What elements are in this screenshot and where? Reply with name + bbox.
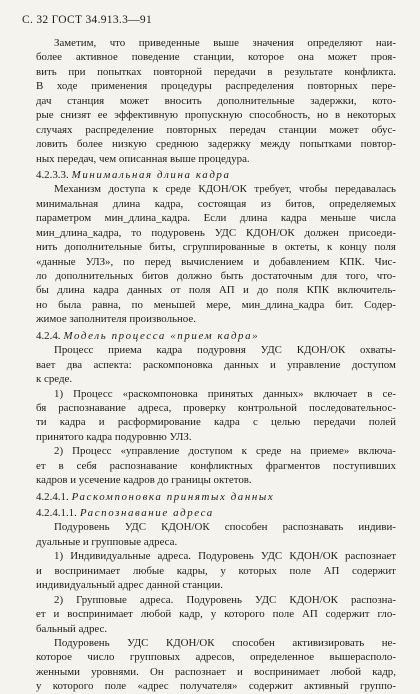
section-heading: 4.2.3.3. Минимальная длина кадра [36,168,231,181]
text-line: случаях распределение повторных передач станции может обус- [36,123,396,136]
section-heading: 4.2.4.1. Раскомпоновка принятых данных [36,490,275,503]
text-line: индивидуальный адрес данной станции. [36,579,223,592]
text-line: Процесс приема кадра подуровня УДС КДОН/ОК охваты- [54,344,396,357]
document-body [36,36,396,694]
text-line: и воспринимает любые кадры, у которых поле АП содержит [36,564,396,577]
section-heading: 4.2.4. Модель процесса «прием кадра» [36,329,260,342]
text-line: В ходе применения процедуры распределения повторных пере- [36,80,396,93]
text-line: кадров и усечение кадров до границы октетов. [36,474,252,487]
text-line: Подуровень УДС КДОН/ОК способен распознавать индиви- [54,521,396,534]
text-line: бы длина кадра данных от поля АП и до поля КПК включитель- [36,284,396,297]
text-line: Механизм доступа к среде КДОН/ОК требует, чтобы передавалась [54,183,396,196]
text-line: к среде. [36,373,73,386]
page-header: С. 32 ГОСТ 34.913.3—91 [22,14,153,26]
text-line: мин_длина_кадра, то подуровень УДС КДОН/ОК должен присоеди- [36,226,396,239]
text-line: ет в себя распознавание конфликтных фрагментов поступивших [36,459,396,472]
text-line: бя распознавание адреса, проверку контрольной последовательнос- [36,401,396,414]
text-line: параметром мин_длина_кадра. Если длина кадра меньше числа [36,212,396,225]
text-line: но была равна, по меньшей мере, мин_длина_кадра бит. Содер- [36,298,396,311]
text-line: минимальная длина кадра, состоящая из битов, определяемых [36,197,396,210]
text-line: 2) Групповые адреса. Подуровень УДС КДОН/ОК распозна- [54,593,396,606]
text-line: ловить более низкую среднюю задержку между попытками повтор- [36,138,396,151]
text-line: «данные УЛЗ», по перед вычислением и добавлением КПК. Чис- [36,255,396,268]
text-line: Заметим, что приведенные выше значения определяют наи- [54,37,396,49]
text-line: ло дополнительных битов должно быть достаточным для того, что- [36,270,396,282]
text-line: ных передач, чем описанная выше процедура. [36,152,250,165]
section-heading: 4.2.4.1.1. Распознавание адреса [36,507,214,519]
text-line: жимое заполнителя произвольное. [36,313,196,326]
text-line: женными уровнями. Он распознает и воспринимает любой кадр, [36,665,396,678]
text-line: бальный адрес. [36,622,108,635]
text-line: которое число групповых адресов, определенное вышерасполо- [36,651,396,664]
text-line: ет и воспринимает любой кадр, у которого поле АП содержит гло- [36,608,396,621]
text-line: вает два аспекта: раскомпоновка данных и управление доступом [36,358,396,371]
text-line: ти кадра и расформирование кадра с целью передачи полей [36,416,396,429]
text-line: 2) Процесс «управление доступом к среде на приеме» включа- [54,445,396,458]
text-line: более активное поведение станции, которое она может проя- [36,51,396,64]
text-line: вить при попытках повторной передачи в результате конфликта. [36,65,396,78]
text-line: 1) Процесс «раскомпоновка принятых данных» включает в се- [54,387,396,400]
text-line: дач станция может вносить дополнительные задержки, кото- [36,94,396,107]
text-line: рые снизят ее эффективную пропускную способность, но в некоторых [36,109,396,122]
text-line: 1) Индивидуальные адреса. Подуровень УДС КДОН/ОК распознает [54,550,396,563]
text-line: нить дополнительные биты, сгруппированные в октеты, к концу поля [36,241,396,254]
text-line: принятого кадра подуровню УЛЗ. [36,430,192,443]
text-line: Подуровень УДС КДОН/ОК способен активизировать не- [54,636,396,649]
text-line: дуальные и групповые адреса. [36,535,178,548]
text-line: у которого поле «адрес получателя» содержит активный группо- [36,680,396,693]
